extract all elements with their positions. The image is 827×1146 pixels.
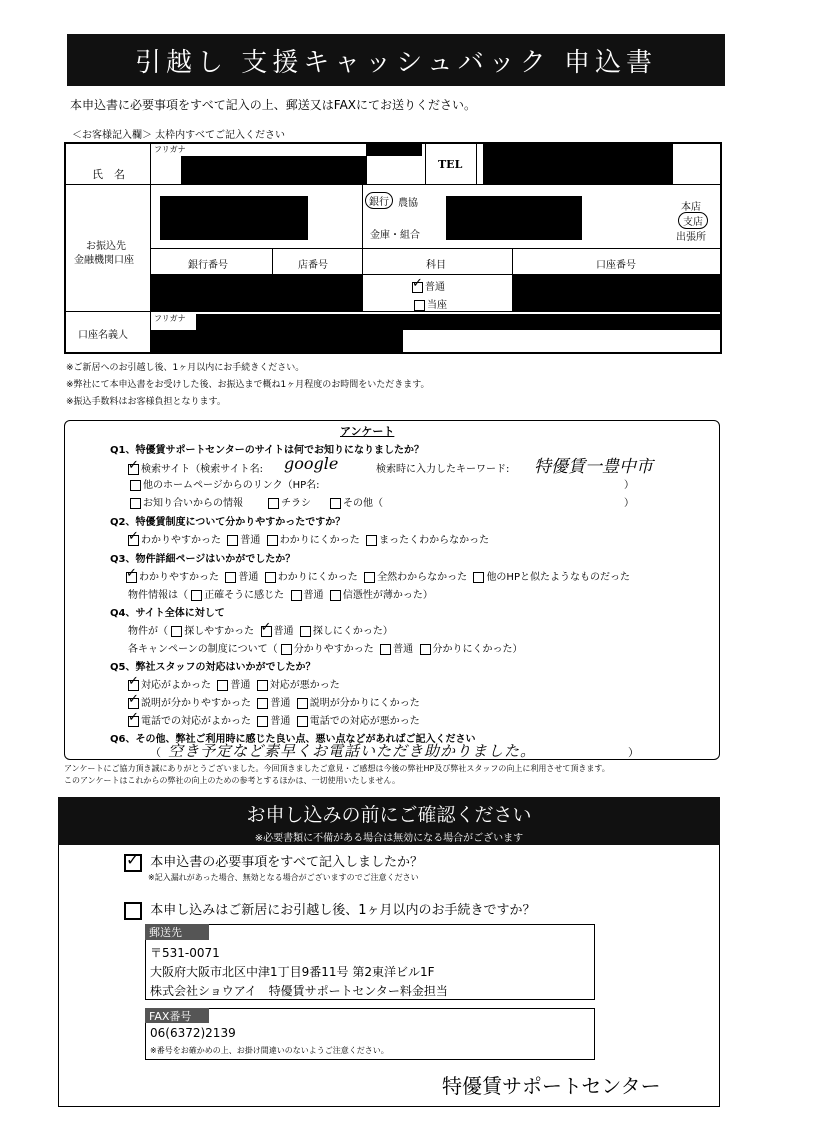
- account-type-futsu: ✓普通: [412, 278, 445, 293]
- survey-heading: アンケート: [340, 425, 395, 438]
- confirm-header: [58, 797, 720, 845]
- bank-label-1: お振込先: [86, 241, 126, 252]
- holder-label: 口座名義人: [78, 330, 128, 341]
- q4-text: Q4、サイト全体に対して: [110, 608, 225, 619]
- title-text: 引越し 支援キャッシュバック 申込書: [134, 47, 657, 78]
- tel-redacted: [483, 144, 673, 184]
- confirm-item-1[interactable]: ✓ 本申込書の必要事項をすべて記入しましたか？: [124, 851, 423, 872]
- mail-zip: 〒531-0071: [150, 946, 220, 960]
- q3-text: Q3、物件詳細ページはいかがでしたか？: [110, 554, 296, 565]
- q6-text: Q6、その他、弊社ご利用時に感じた良い点、悪い点などがあればご記入ください: [110, 734, 476, 745]
- confirm-heading: お申し込みの前にご確認ください: [246, 804, 532, 826]
- q3-info: 物件情報は（ 正確そうに感じた 普通 信憑性が薄かった）: [128, 590, 433, 601]
- page-title: [67, 34, 725, 86]
- account-number-redacted: [513, 275, 722, 311]
- fax-note: ※番号をお確かめの上、お掛け間違いのないようご注意ください。: [150, 1046, 389, 1055]
- mail-label: 郵送先: [145, 924, 209, 940]
- account-number-header: 口座番号: [596, 260, 636, 271]
- fax-label: FAX番号: [145, 1008, 209, 1023]
- holder-furigana-label: フリガナ: [154, 314, 186, 323]
- holder-name-redacted: [151, 330, 403, 354]
- q2-text: Q2、特優賃制度について分かりやすかったですか？: [110, 517, 346, 528]
- q4-campaign: 各キャンペーンの制度について（ 分かりやすかった 普通 分かりにくかった）: [128, 644, 523, 655]
- intro-text: 本申込書に必要事項をすべて記入の上、郵送又はFAXにてお送りください。: [70, 98, 476, 112]
- q1-answer-search: ✓検索サイト（検索サイト名:: [128, 460, 263, 475]
- q5-row-1: ✓対応がよかった 普通 対応が悪かった: [128, 676, 340, 691]
- bank-label-2: 金融機関口座: [74, 255, 134, 266]
- q5-text: Q5、弊社スタッフの対応はいかがでしたか？: [110, 662, 316, 673]
- q5-row-2: ✓説明が分かりやすかった 普通 説明が分かりにくかった: [128, 694, 420, 709]
- footer-org: 特優賃サポートセンター: [442, 1074, 661, 1098]
- mail-address: 大阪府大阪市北区中津1丁目9番11号 第2東洋ビル1F: [150, 965, 435, 979]
- bank-type-bank: 銀行: [365, 192, 393, 209]
- q5-row-3: ✓電話での対応がよかった 普通 電話での対応が悪かった: [128, 712, 420, 727]
- q1-keyword-handwritten: 特優賃一豊中市: [534, 457, 653, 477]
- survey-note-2: このアンケートはこれからの弊社の向上のための参考とするほかは、一切使用いたしません。: [64, 776, 400, 785]
- confirm-checkbox-2[interactable]: [124, 902, 142, 920]
- branch-number-header: 店番号: [298, 260, 328, 271]
- name-label: 氏 名: [92, 168, 125, 181]
- confirm-sub: ※必要書類に不備がある場合は無効になる場合がございます: [254, 833, 524, 844]
- fax-number: 06(6372)2139: [150, 1026, 236, 1040]
- account-type-toza: 当座: [414, 296, 447, 311]
- tel-label: TEL: [438, 158, 463, 171]
- bank-number-header: 銀行番号: [188, 260, 228, 271]
- mail-company: 株式会社ショウアイ 特優賃サポートセンター料金担当: [150, 984, 448, 998]
- branch-type-office: 出張所: [676, 232, 706, 243]
- furigana-label: フリガナ: [154, 145, 186, 154]
- note-2: ※弊社にて本申込書をお受けした後、お振込まで概ね1ヶ月程度のお時間をいただきます。: [66, 380, 430, 390]
- furigana-redacted: [366, 142, 422, 156]
- q6-answer-handwritten: 空き予定など素早くお電話いただき助かりました。: [168, 742, 537, 760]
- q1-keyword-label: 検索時に入力したキーワード:: [376, 464, 510, 475]
- q1-answer-link: 他のホームページからのリンク（HP名:: [130, 476, 320, 491]
- bank-type-agri: 農協: [398, 198, 418, 209]
- name-redacted: [181, 156, 367, 184]
- bank-type-union: 金庫・組合: [370, 230, 420, 241]
- branch-name-redacted: [446, 196, 582, 240]
- q1-site-handwritten: google: [284, 454, 339, 473]
- branch-type-branch: 支店: [678, 212, 708, 229]
- branch-type-main: 本店: [681, 202, 701, 213]
- holder-furigana-redacted: [196, 314, 720, 330]
- account-type-header: 科目: [426, 260, 446, 271]
- confirm-checkbox-1[interactable]: [124, 854, 142, 872]
- confirm-note-1: ※記入漏れがあった場合、無効となる場合がございますのでご注意ください: [148, 873, 419, 882]
- q2-answers: ✓わかりやすかった 普通 わかりにくかった まったくわからなかった: [128, 531, 489, 546]
- q1-text: Q1、特優賃サポートセンターのサイトは何でお知りになりましたか？: [110, 445, 425, 456]
- q1-answer-acquaintance: お知り合いからの情報: [130, 494, 243, 509]
- note-1: ※ご新居へのお引越し後、1ヶ月以内にお手続きください。: [66, 363, 305, 373]
- customer-section-label: ＜お客様記入欄＞ 太枠内すべてご記入ください: [72, 130, 285, 141]
- survey-note-1: アンケートにご協力頂き誠にありがとうございました。今回頂きましたご意見・ご感想は今後の弊社HP及び弊社スタッフの向上に利用させて頂きます。: [64, 764, 610, 773]
- q1-answer-other: その他（: [330, 494, 383, 509]
- bank-name-redacted: [160, 196, 308, 240]
- q4-properties: 物件が（ 探しやすかった ✓ 普通 探しにくかった）: [128, 622, 393, 637]
- bank-branch-number-redacted: [151, 275, 362, 311]
- confirm-item-2[interactable]: 本申し込みはご新居にお引越し後、1ヶ月以内のお手続きですか？: [124, 899, 536, 920]
- q1-answer-flyer: チラシ: [268, 494, 311, 509]
- q3-answers: ✓わかりやすかった 普通 わかりにくかった 全然わからなかった 他のHPと似たようなものだった: [126, 568, 630, 583]
- note-3: ※振込手数料はお客様負担となります。: [66, 397, 226, 407]
